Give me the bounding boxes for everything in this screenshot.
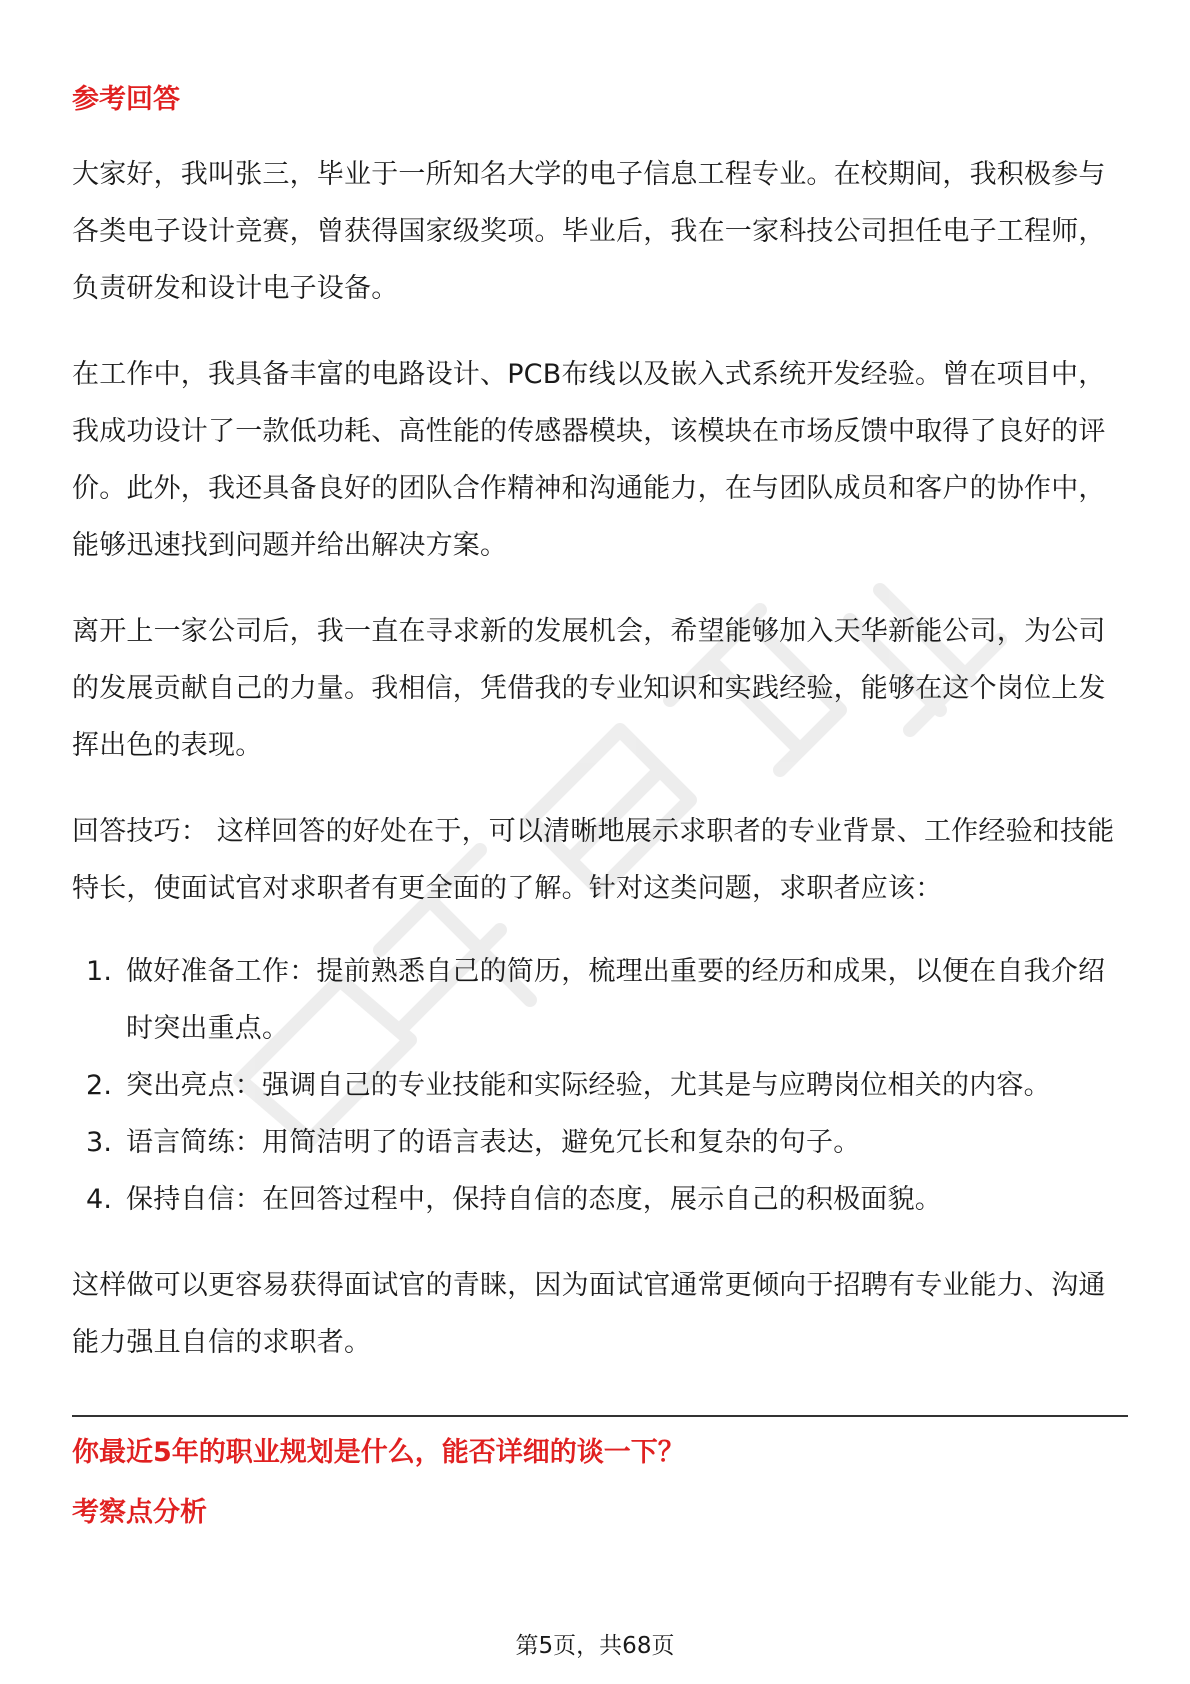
- answer-paragraph-3: 离开上一家公司后，我一直在寻求新的发展机会，希望能够加入天华新能公司，为公司的发展贡献自己的力量。我相信，凭借我的专业知识和实践经验，能够在这个岗位上发挥出色的表现。: [72, 616, 1106, 761]
- list-number: 1.: [86, 956, 113, 987]
- list-number: 4.: [86, 1184, 113, 1215]
- page-footer: 第5页，共68页: [515, 1633, 675, 1659]
- answer-paragraph-2: 在工作中，我具备丰富的电路设计、PCB布线以及嵌入式系统开发经验。曾在项目中，我成功设计了一款低功耗、高性能的传感器模块，该模块在市场反馈中取得了良好的评价。此外，我还具备良好的团队合作精神和沟通能力，在与团队成员和客户的协作中，能够迅速找到问题并给出解决方案。: [72, 359, 1106, 561]
- list-item: [72, 1114, 1128, 1171]
- next-question-title: 你最近5年的职业规划是什么，能否详细的谈一下？: [72, 1437, 685, 1468]
- list-item: [72, 943, 1128, 1057]
- list-text: 做好准备工作：提前熟悉自己的简历，梳理出重要的经历和成果，以便在自我介绍时突出重点。: [126, 956, 1106, 1044]
- conclusion-paragraph: 这样做可以更容易获得面试官的青睐，因为面试官通常更倾向于招聘有专业能力、沟通能力强且自信的求职者。: [72, 1270, 1106, 1358]
- tips-intro: 回答技巧： 这样回答的好处在于，可以清晰地展示求职者的专业背景、工作经验和技能特长，使面试官对求职者有更全面的了解。针对这类问题，求职者应该：: [72, 816, 1115, 904]
- list-text: 保持自信：在回答过程中，保持自信的态度，展示自己的积极面貌。: [126, 1184, 942, 1215]
- list-item: [72, 1057, 1128, 1114]
- reference-answer-heading: 参考回答: [72, 84, 180, 115]
- tips-list: [72, 943, 1128, 1228]
- list-number: 3.: [86, 1127, 113, 1158]
- analysis-heading: 考察点分析: [72, 1497, 207, 1528]
- list-number: 2.: [86, 1070, 113, 1101]
- list-item: [72, 1171, 1128, 1228]
- document-page: [72, 80, 1128, 1533]
- section-divider: [72, 1415, 1128, 1417]
- answer-paragraph-1: 大家好，我叫张三，毕业于一所知名大学的电子信息工程专业。在校期间，我积极参与各类电子设计竞赛，曾获得国家级奖项。毕业后，我在一家科技公司担任电子工程师，负责研发和设计电子设备。: [72, 159, 1106, 304]
- list-text: 突出亮点：强调自己的专业技能和实际经验，尤其是与应聘岗位相关的内容。: [126, 1070, 1051, 1101]
- list-text: 语言简练：用简洁明了的语言表达，避免冗长和复杂的句子。: [126, 1127, 861, 1158]
